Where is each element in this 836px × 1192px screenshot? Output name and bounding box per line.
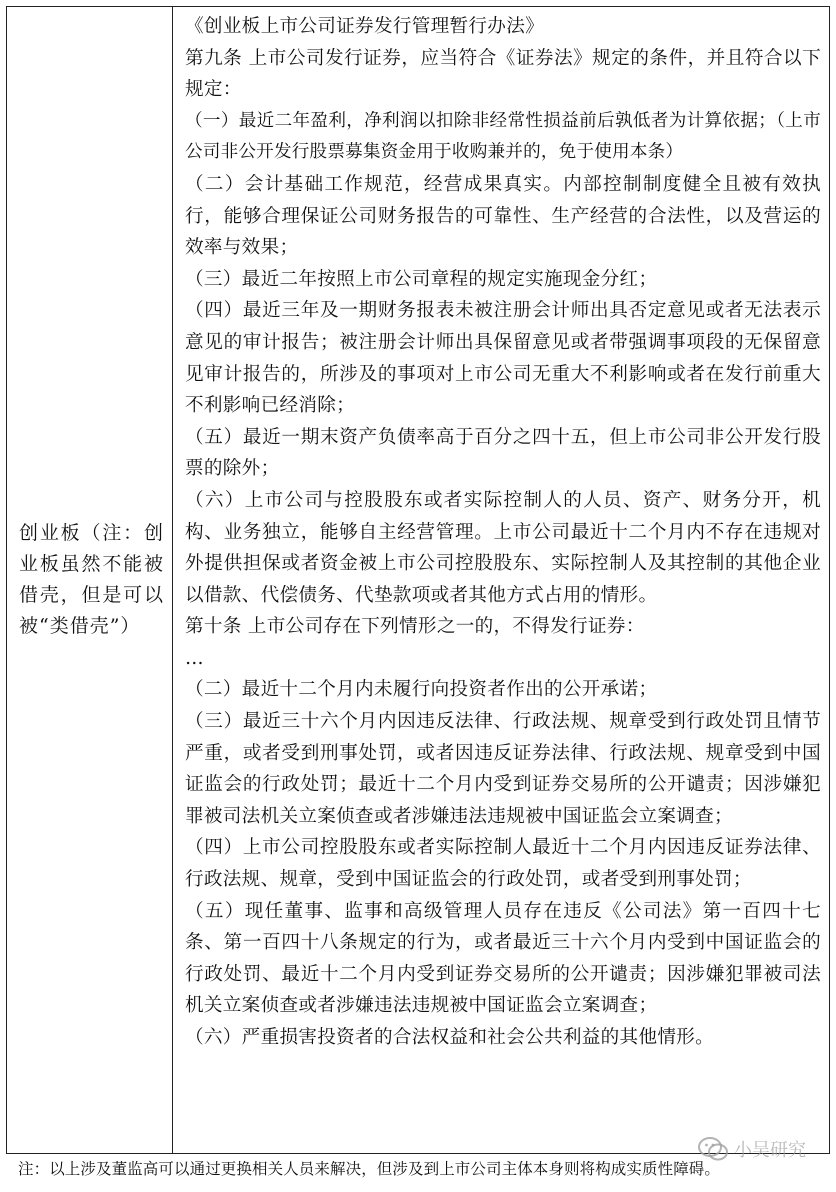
category-cell <box>7 7 173 1153</box>
regulation-table <box>6 6 830 1154</box>
article-9-item-2: （二）会计基础工作规范，经营成果真实。内部控制制度健全且被有效执行，能够合理保证公司财务报告的可靠性、生产经营的合法性，以及营运的效率与效果； <box>185 173 821 259</box>
watermark <box>698 1136 806 1162</box>
article-9-item-3: （三）最近二年按照上市公司章程的规定实施现金分红； <box>185 268 658 290</box>
article-10-item-5: （五）现任董事、监事和高级管理人员存在违反《公司法》第一百四十七条、第一百四十八条规定的行为，或者最近三十六个月内受到中国证监会的行政处罚、最近十二个月内受到证券交易所的公开谴责；因涉嫌犯罪被司法机关立案侦查或者涉嫌违法违规被中国证监会立案调查； <box>185 900 821 1017</box>
article-9-item-5: （五）最近一期末资产负债率高于百分之四十五，但上市公司非公开发行股票的除外； <box>185 426 821 480</box>
article-9-item-4: （四）最近三年及一期财务报表未被注册会计师出具否定意见或者无法表示意见的审计报告；被注册会计师出具保留意见或者带强调事项段的无保留意见审计报告的，所涉及的事项对上市公司无重大不利影响或者在发行前重大不利影响已经消除； <box>185 300 821 417</box>
article-10-heading: 第十条 上市公司存在下列情形之一的，不得发行证券： <box>185 616 645 638</box>
wechat-icon <box>698 1136 728 1162</box>
article-10-item-4: （四）上市公司控股股东或者实际控制人最近十二个月内因违反证券法律、行政法规、规章，受到中国证监会的行政处罚，或者受到刑事处罚； <box>185 837 821 891</box>
article-9-item-1: （一）最近二年盈利，净利润以扣除非经常性损益前后孰低者为计算依据；（上市公司非公开发行股票募集资金用于收购兼并的，免于使用本条） <box>185 110 821 163</box>
regulation-title: 《创业板上市公司证券发行管理暂行办法》 <box>185 16 544 37</box>
category-label: 创业板（注：创业板虽然不能被借壳，但是可以被“类借壳”） <box>19 522 164 637</box>
ellipsis: … <box>185 647 204 669</box>
article-10-item-2: （二）最近十二个月内未履行向投资者作出的公开承诺； <box>185 679 658 701</box>
article-9-heading: 第九条 上市公司发行证券，应当符合《证券法》规定的条件，并且符合以下规定： <box>185 47 821 101</box>
watermark-text: 小吴研究 <box>734 1140 806 1161</box>
footnote: 注：以上涉及董监高可以通过更换相关人员来解决，但涉及到上市公司主体本身则将构成实质性障碍。 <box>18 1160 721 1178</box>
article-10-item-6: （六）严重损害投资者的合法权益和社会公共利益的其他情形。 <box>185 1027 715 1048</box>
article-9-item-6: （六）上市公司与控股股东或者实际控制人的人员、资产、财务分开，机构、业务独立，能够自主经营管理。上市公司最近十二个月内不存在违规对外提供担保或者资金被上市公司控股股东、实际控制人及其控制的其他企业以借款、代偿债务、代垫款项或者其他方式占用的情形。 <box>185 489 821 606</box>
article-10-item-3: （三）最近三十六个月内因违反法律、行政法规、规章受到行政处罚且情节严重，或者受到刑事处罚，或者因违反证券法律、行政法规、规章受到中国证监会的行政处罚；最近十二个月内受到证券交易所的公开谴责；因涉嫌犯罪被司法机关立案侦查或者涉嫌违法违规被中国证监会立案调查； <box>185 711 821 827</box>
regulation-text-cell <box>173 7 829 1153</box>
